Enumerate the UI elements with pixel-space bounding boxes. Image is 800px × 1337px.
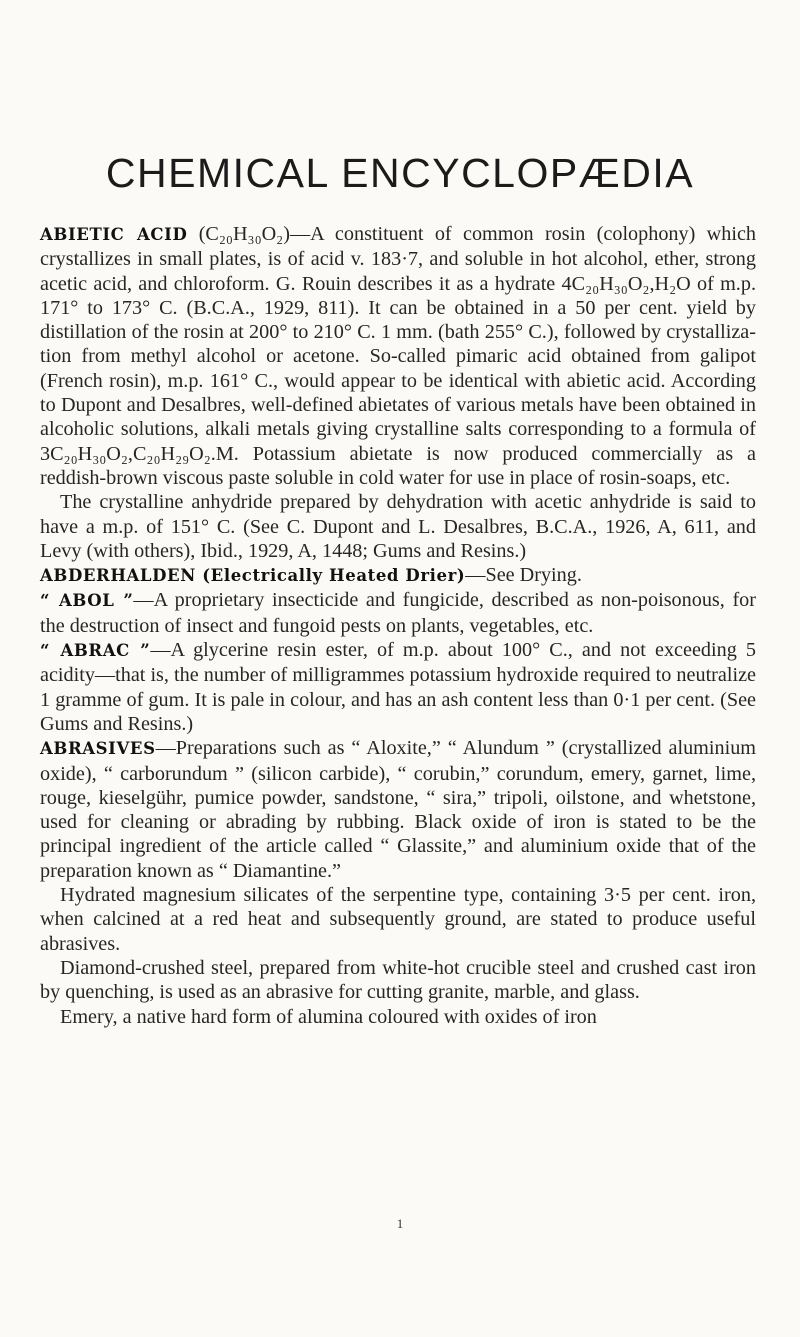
entry-abol-text: —A proprietary insecticide and fungicide, described as non-poisonous, for the destruction of insect and fungoid pests on plants, vegetables, etc.: [40, 589, 756, 637]
headword-abrasives: ABRASIVES: [40, 739, 156, 759]
entry-abietic-paragraph: The crystalline anhydride prepared by dehydration with acetic anhydride is said to have a m.p. of 151° C. (See C. Dupont and L. Desalbres, B.C.A., 1926, A, 611, and Levy (with others), Ibid., 1929, A, 1448; Gums and Resins.): [40, 491, 756, 562]
headword-abol: “ ABOL ”: [40, 591, 134, 611]
entry-abderhalden: [40, 563, 756, 588]
entry-abrac-text: —A glycerine resin ester, of m.p. about 100° C., and not exceeding 5 acidity—that is, the number of milligrammes potassium hydroxide required to neutralize 1 gramme of gum. It is pale in colour, and has an ash content less than 0·1 per cent. (See Gums and Resins.): [40, 639, 756, 735]
entry-abrasives-paragraph-4: Emery, a native hard form of alumina coloured with oxides of iron: [60, 1005, 597, 1028]
page-title: CHEMICAL ENCYCLOPÆDIA: [105, 150, 695, 196]
headword-abrac: “ ABRAC ”: [40, 641, 151, 661]
entry-abrasives-text: —Preparations such as “ Aloxite,” “ Alundum ” (crystallized aluminium oxide), “ carborundum ” (silicon carbide), “ corubin,” corundum, emery, garnet, lime, rouge, kieselgühr, pumice powder, sandstone, “ sira,” tripoli, oilstone, and whetstone, used for cleaning or abrading by rubbing. Black oxide of iron is stated to be the principal ingredient of the article called “ Glassite,” and aluminium oxide that of the preparation known as “ Diamantine.”: [40, 737, 756, 882]
page-body: [40, 222, 756, 1029]
page-number: 1: [396, 1216, 404, 1231]
headword-abietic-acid: ABIETIC ACID: [40, 225, 188, 244]
headword-abderhalden: ABDERHALDEN (Electrically Heated Drier): [40, 566, 466, 586]
entry-abietic-text: (C₂₀H₃₀O₂)—A constituent of common rosin (colophony) which crystallizes in small plates, is of acid v. 183·7, and soluble in hot alcohol, ether, strong acetic acid, and chloroform. G. Rouin describes it as a hydrate 4C₂₀H₃₀O₂,H₂O of m.p. 171° to 173° C. (B.C.A., 1929, 811). It can be obtained in a 50 per cent. yield by distillation of the rosin at 200° to 210° C. 1 mm. (bath 255° C.), followed by crystallization from methyl alcohol or acetone. So-called pimaric acid obtained from galipot (French rosin), m.p. 161° C., would appear to be identical with abietic acid. According to Dupont and Desalbres, well-defined abietates of various metals have been obtained in alcoholic solutions, alkali metals giving crystalline salts corresponding to a formula of 3C₂₀H₃₀O₂,C₂₀H₂₉O₂.M. Potassium abietate is now produced commercially as a reddish-brown viscous paste soluble in cold water for use in place of rosin-soaps, etc.: [40, 223, 756, 489]
entry-abrasives-paragraph-3: Diamond-crushed steel, prepared from white-hot crucible steel and crushed cast iron by quenching, is used as an abrasive for cutting granite, marble, and glass.: [40, 956, 756, 1004]
entry-abol: [40, 588, 756, 638]
entry-abrac: [40, 638, 756, 736]
entry-abrasives-paragraph-2: Hydrated magnesium silicates of the serpentine type, containing 3·5 per cent. iron, when calcined at a red heat and subsequently ground, are stated to produce useful abrasives.: [40, 884, 756, 955]
entry-abderhalden-text: —See Drying.: [465, 564, 582, 587]
entry-abrasives: [40, 736, 756, 883]
entry-abietic-acid: [40, 222, 756, 490]
